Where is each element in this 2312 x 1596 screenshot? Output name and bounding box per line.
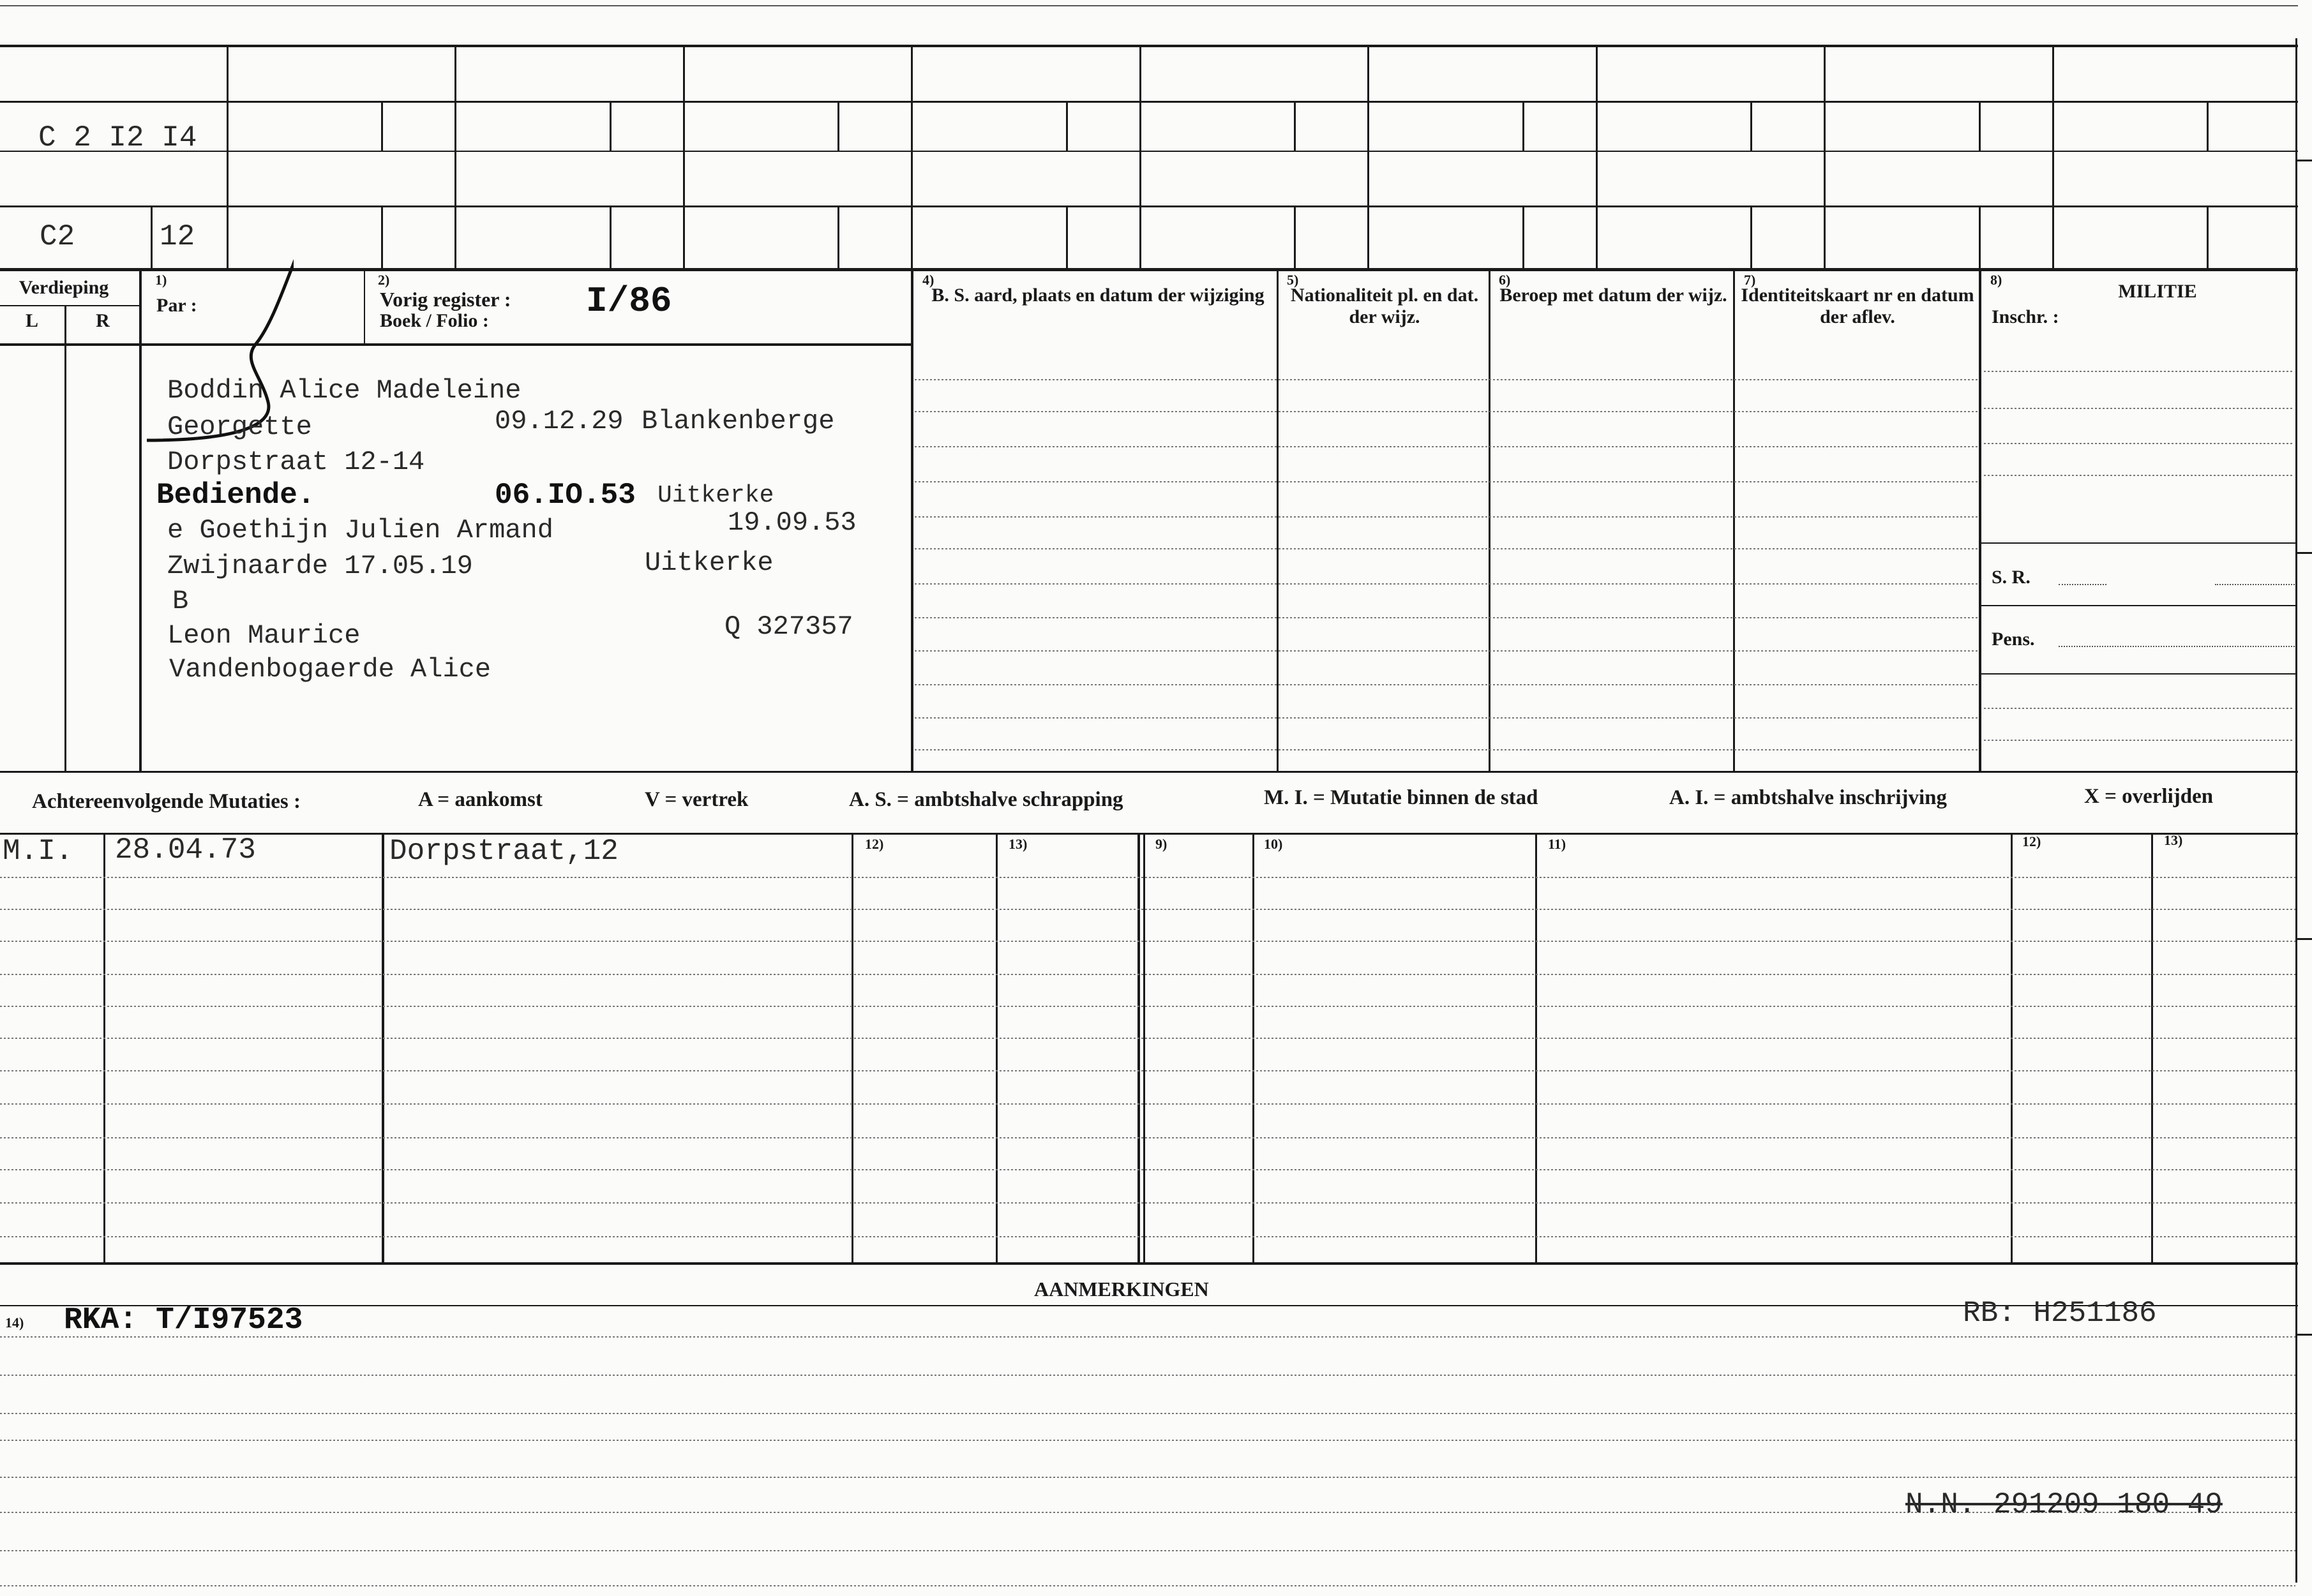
spouse-date: 19.09.53 [728,507,857,538]
mutation-date: 28.04.73 [115,833,256,867]
bs-number: 4) [922,272,935,288]
par-number: 1) [155,272,167,288]
legend-aankomst: A = aankomst [418,788,543,811]
mutation-address: Dorpstraat,12 [389,835,619,868]
inschr-label: Inschr. : [1992,306,2059,327]
id-card-number: Q 327357 [724,611,853,642]
verdieping-header: Verdieping [19,277,109,298]
col-13-number: 13) [1009,836,1028,852]
registration-date: 06.IO.53 [495,479,636,512]
address: Dorpstraat 12-14 [167,447,425,477]
par-label: Par : [156,295,197,316]
col-l-header: L [25,310,38,331]
col-9-number: 9) [1155,836,1167,852]
occupation: Bediende. [156,479,315,512]
col-r-header: R [96,310,110,331]
legend-title: Achtereenvolgende Mutaties : [32,790,301,813]
nat-number: 5) [1287,272,1299,288]
pens-label: Pens. [1992,629,2035,650]
identiteitskaart-header: Identiteitskaart nr en datum der aflev. [1741,285,1974,327]
boek-label: Boek / Folio : [380,310,489,331]
col-13b-number: 13) [2164,832,2183,848]
militie-header: MILITIE [2118,281,2197,302]
person-name-2: Georgette [167,412,312,442]
top-code-row1: C 2 I2 I4 [38,121,197,154]
militie-number: 8) [1990,272,2002,288]
spouse-birth: Zwijnaarde 17.05.19 [167,551,473,581]
sr-label: S. R. [1992,567,2031,588]
bs-header: B. S. aard, plaats en datum der wijziging [931,285,1265,306]
birth-date: 09.12.29 [495,406,624,436]
beroep-header: Beroep met datum der wijz. [1499,285,1727,306]
col-10-number: 10) [1264,836,1283,852]
nn-number: N.N. 291209 180 49 [1905,1488,2223,1521]
legend-inschrijving: A. I. = ambtshalve inschrijving [1669,786,1948,809]
top-code-row2: C2 [40,220,75,253]
mutation-type: M.I. [3,835,73,868]
spouse-name: e Goethijn Julien Armand [167,515,553,546]
vorig-register-value: I/86 [586,281,672,322]
remarks-title: AANMERKINGEN [1034,1278,1209,1301]
legend-overlijden: X = overlijden [2084,785,2214,808]
vorig-label: Vorig register : [380,288,511,311]
spouse-place: Uitkerke [645,548,774,578]
col-12b-number: 12) [2022,833,2041,849]
person-name: Boddin Alice Madeleine [167,375,522,406]
col-12-number: 12) [865,836,884,852]
birth-place: Blankenberge [642,406,835,436]
legend-schrapping: A. S. = ambtshalve schrapping [849,788,1123,811]
legend-mutatie: M. I. = Mutatie binnen de stad [1264,786,1538,809]
legend-vertrek: V = vertrek [645,788,749,811]
remarks-ruled-lines [0,1305,2298,1596]
top-code-row2-num: 12 [160,220,195,253]
col-11-number: 11) [1548,836,1566,852]
mother-name: Vandenbogaerde Alice [169,654,492,685]
nationaliteit-header: Nationaliteit pl. en dat. der wijz. [1290,285,1479,327]
vorig-number: 2) [378,272,390,288]
father-name: Leon Maurice [167,620,361,651]
rka-number: RKA: T/I97523 [64,1303,303,1338]
mutation-ruled-lines [0,833,2298,1264]
remarks-number: 14) [5,1315,24,1331]
mark-b: B [172,586,189,616]
id-number: 7) [1744,272,1756,288]
rb-number: RB: H251186 [1963,1297,2157,1330]
registration-place: Uitkerke [657,482,774,509]
beroep-number: 6) [1499,272,1511,288]
